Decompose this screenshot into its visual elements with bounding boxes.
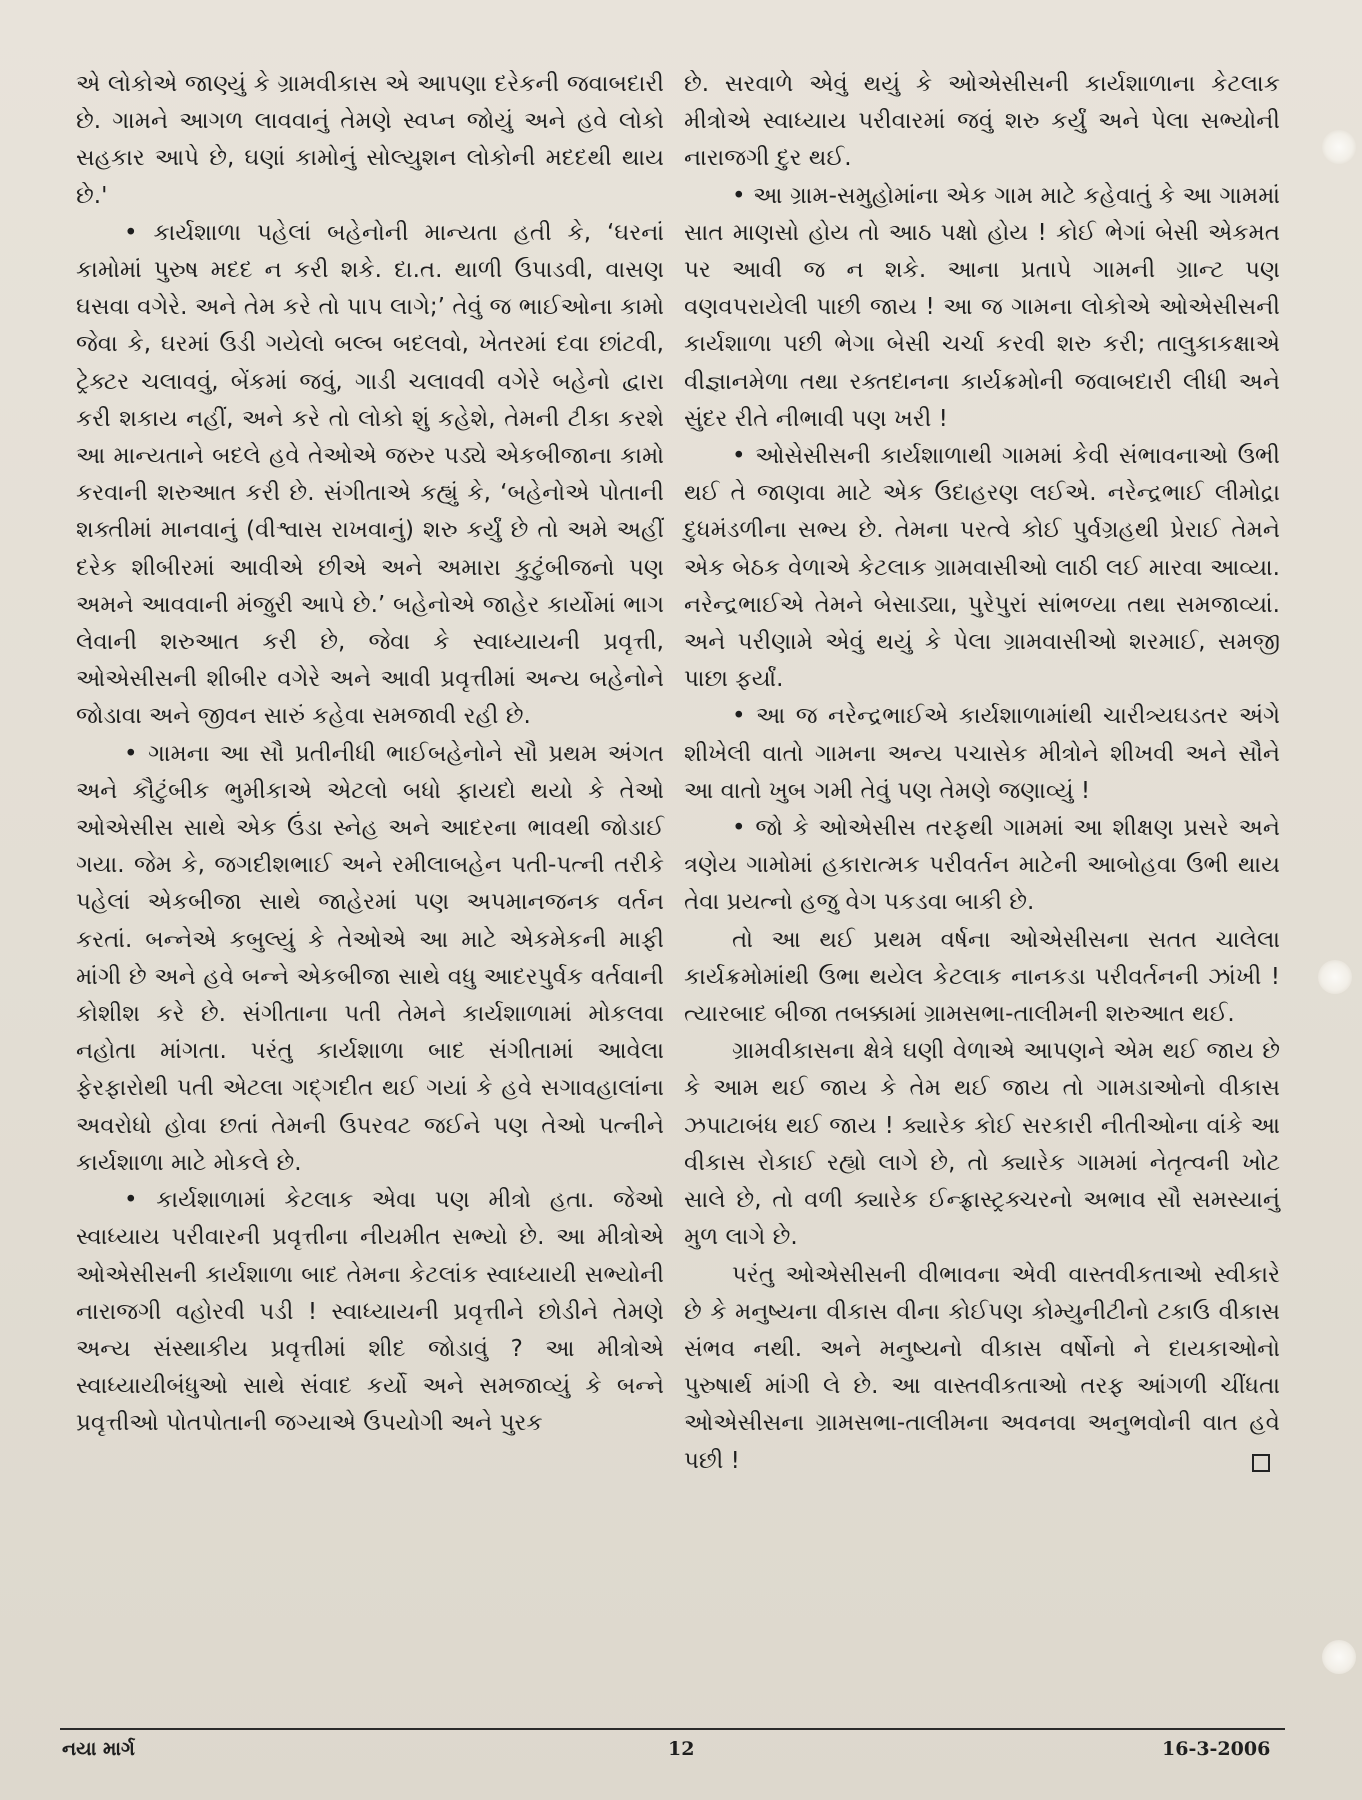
paragraph: એ લોકોએ જાણ્યું કે ગ્રામવીકાસ એ આપણા દરેકની જવાબદારી છે. ગામને આગળ લાવવાનું તેમણે સ્વપ્ન જોયું અને હવે લોકો સહકાર આપે છે, ઘણાં કામોનું સોલ્યુશન લોકોની મદદથી થાય છે.' (76, 71, 664, 209)
paragraph: • આ જ નરેન્દ્રભાઈએ કાર્યશાળામાંથી ચારીત્ર્યઘડતર અંગે શીખેલી વાતો ગામના અન્ય પચાસેક મીત્રોને શીખવી અને સૌને આ વાતો ખુબ ગમી તેવું પણ તેમણે જણાવ્યું ! (684, 703, 1280, 804)
paragraph-last (684, 1257, 1280, 1480)
paragraph: ગ્રામવીકાસના ક્ષેત્રે ઘણી વેળાએ આપણને એમ થઈ જાય છે કે આમ થઈ જાય કે તેમ થઈ જાય તો ગામડાઓનો વીકાસ ઝપાટાબંધ થઈ જાય ! ક્યારેક કોઈ સરકારી નીતીઓના વાંકે આ વીકાસ રોકાઈ રહ્યો લાગે છે, તો ક્યારેક ગામમાં નેતૃત્વની ખોટ સાલે છે, તો વળી ક્યારેક ઈન્ફ્રાસ્ટ્રક્ચરનો અભાવ સૌ સમસ્યાનું મુળ લાગે છે. (684, 1038, 1281, 1251)
paragraph: • કાર્યશાળામાં કેટલાક એવા પણ મીત્રો હતા. જેઓ સ્વાધ્યાય પરીવારની પ્રવૃત્તીના નીયમીત સભ્યો છે. આ મીત્રોએ ઓએસીસની કાર્યશાળા બાદ તેમના કેટલાંક સ્વાધ્યાયી સભ્યોની નારાજગી વહોરવી પડી ! સ્વાધ્યાયની પ્રવૃત્તીને છોડીને તેમણે અન્ય સંસ્થાકીય પ્રવૃત્તીમાં શીદ જોડાવું ? આ મીત્રોએ સ્વાધ્યાયીબંધુઓ સાથે સંવાદ કર્યો અને સમજાવ્યું કે બન્ને પ્રવૃત્તીઓ પોતપોતાની જગ્યાએ ઉપયોગી અને પુરક (76, 1187, 664, 1437)
left-column (76, 66, 664, 1443)
paragraph: • કાર્યશાળા પહેલાં બહેનોની માન્યતા હતી કે, ‘ઘરનાં કામોમાં પુરુષ મદદ ન કરી શકે. દા.ત. થાળી ઉપાડવી, વાસણ ઘસવા વગેરે. અને તેમ કરે તો પાપ લાગે;’ તેવું જ ભાઈઓના કામો જેવા કે, ઘરમાં ઉડી ગયેલો બલ્બ બદલવો, ખેતરમાં દવા છાંટવી, ટ્રેક્ટર ચલાવવું, બેંકમાં જવું, ગાડી ચલાવવી વગેરે બહેનો દ્વારા કરી શકાય નહીં, અને કરે તો લોકો શું કહેશે, તેમની ટીકા કરશે આ માન્યતાને બદલે હવે તેઓએ જરુર પડ્યે એકબીજાના કામો કરવાની શરુઆત કરી છે. સંગીતાએ કહ્યું કે, ‘બહેનોએ પોતાની શક્તીમાં માનવાનું (વીશ્વાસ રાખવાનું) શરુ કર્યું છે તો અમે અહીં દરેક શીબીરમાં આવીએ છીએ અને અમારા કુટુંબીજનો પણ અમને આવવાની મંજુરી આપે છે.’ બહેનોએ જાહેર કાર્યોમાં ભાગ લેવાની શરુઆત કરી છે, જેવા કે સ્વાધ્યાયની પ્રવૃત્તી, ઓએસીસની શીબીર વગેરે અને આવી પ્રવૃત્તીમાં અન્ય બહેનોને જોડાવા અને જીવન સારું કહેવા સમજાવી રહી છે. (76, 219, 664, 730)
paragraph: • જો કે ઓએસીસ તરફથી ગામમાં આ શીક્ષણ પ્રસરે અને ત્રણેય ગામોમાં હકારાત્મક પરીવર્તન માટેની આબોહવા ઉભી થાય તેવા પ્રયત્નો હજુ વેગ પકડવા બાકી છે. (684, 815, 1280, 916)
paragraph: • આ ગ્રામ-સમુહોમાંના એક ગામ માટે કહેવાતું કે આ ગામમાં સાત માણસો હોય તો આઠ પક્ષો હોય ! કોઈ ભેગાં બેસી એકમત પર આવી જ ન શકે. આના પ્રતાપે ગામની ગ્રાન્ટ પણ વણવપરાયેલી પાછી જાય ! આ જ ગામના લોકોએ ઓએસીસની કાર્યશાળા પછી ભેગા બેસી ચર્ચા કરવી શરુ કરી; તાલુકાકક્ષાએ વીજ્ઞાનમેળા તથા રક્તદાનના કાર્યક્રમોની જવાબદારી લીધી અને સુંદર રીતે નીભાવી પણ ખરી ! (684, 182, 1280, 432)
paragraph: • ઓસેસીસની કાર્યશાળાથી ગામમાં કેવી સંભાવનાઓ ઉભી થઈ તે જાણવા માટે એક ઉદાહરણ લઈએ. નરેન્દ્રભાઈ લીમોદ્રા દુધમંડળીના સભ્ય છે. તેમના પરત્વે કોઈ પુર્વગ્રહથી પ્રેરાઈ તેમને એક બેઠક વેળાએ કેટલાક ગ્રામવાસીઓ લાઠી લઈ મારવા આવ્યા. નરેન્દ્રભાઈએ તેમને બેસાડ્યા, પુરેપુરાં સાંભળ્યા તથા સમજાવ્યાં. અને પરીણામે એવું થયું કે પેલા ગ્રામવાસીઓ શરમાઈ, સમજી પાછા ફર્યાં. (684, 443, 1280, 693)
punch-hole-bottom (1322, 1640, 1356, 1674)
footer-rule (60, 1728, 1285, 1730)
right-column (684, 66, 1280, 1480)
paragraph: • ગામના આ સૌ પ્રતીનીધી ભાઈબહેનોને સૌ પ્રથમ અંગત અને કૌટુંબીક ભુમીકાએ એટલો બધો ફાયદો થયો કે તેઓ ઓએસીસ સાથે એક ઉંડા સ્નેહ અને આદરના ભાવથી જોડાઈ ગયા. જેમ કે, જગદીશભાઈ અને રમીલાબહેન પતી-પત્ની તરીકે પહેલાં એકબીજા સાથે જાહેરમાં પણ અપમાનજનક વર્તન કરતાં. બન્નેએ કબુલ્યું કે તેઓએ આ માટે એકમેકની માફી માંગી છે અને હવે બન્ને એકબીજા સાથે વધુ આદરપુર્વક વર્તવાની કોશીશ કરે છે. સંગીતાના પતી તેમને કાર્યશાળામાં મોકલવા નહોતા માંગતા. પરંતુ કાર્યશાળા બાદ સંગીતામાં આવેલા ફેરફારોથી પતી એટલા ગદ્ગદીત થઈ ગયાં કે હવે સગાવહાલાંના અવરોધો હોવા છતાં તેમની ઉપરવટ જઈને પણ તેઓ પત્નીને કાર્યશાળા માટે મોકલે છે. (76, 740, 664, 1176)
punch-hole-top (1322, 130, 1356, 164)
punch-hole-middle (1318, 960, 1352, 994)
issue-date: 16-3-2006 (1162, 1738, 1271, 1760)
publication-name: નયા માર્ગ (62, 1738, 135, 1760)
end-of-article-box-icon (1252, 1454, 1270, 1472)
paragraph: છે. સરવાળે એવું થયું કે ઓએસીસની કાર્યશાળાના કેટલાક મીત્રોએ સ્વાધ્યાય પરીવારમાં જવું શરુ કર્યું અને પેલા સભ્યોની નારાજગી દુર થઈ. (684, 71, 1280, 172)
paragraph: તો આ થઈ પ્રથમ વર્ષના ઓએસીસના સતત ચાલેલા કાર્યક્રમોમાંથી ઉભા થયેલ કેટલાક નાનકડા પરીવર્તનની ઝાંખી ! ત્યારબાદ બીજા તબક્કામાં ગ્રામસભા-તાલીમની શરુઆત થઈ. (684, 926, 1280, 1028)
paragraph-text: પરંતુ ઓએસીસની વીભાવના એવી વાસ્તવીકતાઓ સ્વીકારે છે કે મનુષ્યના વીકાસ વીના કોઈપણ કોમ્યુનીટીનો ટકાઉ વીકાસ સંભવ નથી. અને મનુષ્યનો વીકાસ વર્ષોનો ને દાયકાઓનો પુરુષાર્થ માંગી લે છે. આ વાસ્તવીકતાઓ તરફ આંગળી ચીંધતા ઓએસીસના ગ્રામસભા-તાલીમના અવનવા અનુભવોની વાત હવે પછી ! (684, 1261, 1280, 1474)
page-number: 12 (668, 1738, 695, 1760)
